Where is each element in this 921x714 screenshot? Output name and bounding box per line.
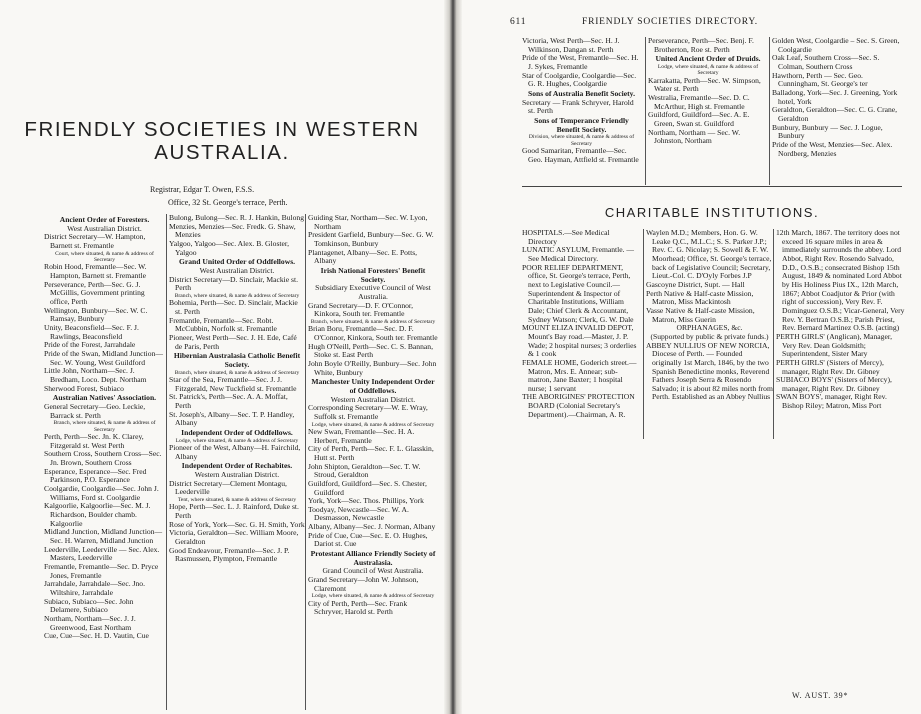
directory-entry: Victoria, Geraldton—Sec. William Moore, Geraldton [169, 528, 299, 546]
directory-entry: POOR RELIEF DEPARTMENT, office, St. George's terrace, Perth, next to Legislative Council.—Superintendent & Inspector of Charitable Institutions, William Dale; Chief Clerk & Accountant, Sydney Watson; Clerk, G. W. Dale [522, 262, 634, 324]
title-line-2: AUSTRALIA. [154, 141, 290, 164]
book-gutter [444, 0, 462, 714]
directory-entry: SUBIACO BOYS' (Sisters of Mercy), manager, Right Rev. Dr. Gibney [776, 375, 892, 393]
directory-entry: Guiding Star, Northam—Sec. W. Lyon, Northam [308, 214, 428, 231]
directory-entry: Kalgoorlie, Kalgoorlie—Sec. M. J. Richardson, Boulder chamb. Kalgoorlie [44, 501, 151, 528]
column-caption: Lodge, where situated, & name & address of Secretary [311, 593, 435, 600]
directory-entry: PERTH GIRLS' (Sisters of Mercy), manager, Right Rev. Dr. Gibney [776, 357, 884, 376]
directory-entry: Unity, Beaconsfield—Sec. F. J. Rawlings, Beaconsfield [44, 323, 139, 341]
directory-entry: Perseverance, Perth—Sec. Benj. F. Brotherton, Roe st. Perth [648, 37, 754, 54]
directory-entry: Northam, Northam—Sec. J. J. Greenwood, East Northam [44, 613, 136, 632]
directory-entry: Corresponding Secretary—W. E. Wray, Suffolk st. Fremantle [308, 403, 428, 421]
directory-entry: Robin Hood, Fremantle—Sec. W. Hampton, Barnett st. Fremantle [44, 262, 147, 281]
directory-entry: 12th March, 1867. The territory does not exceed 16 square miles in area & immediately surrounds the abbey. Lord Abbot, Right Rev. Rosendo Salvado, D.D., O.S.B.; consecrated Bishop 15th August, 1849 & nominated Lord Abbot by His Holiness Pius IX., 12th March, 1867; Abbot Coadjutor & Prior (with right of succession), Very Rev. F. Dominguez O.S.B.; Vicar-General, Very Rev. Y. Bertran O.S.B.; Parish Priest, Rev. Bernard Martinez O.S.B. (acting) [776, 229, 905, 333]
directory-entry: Star of Coolgardie, Coolgardie—Sec. G. R. Hughes, Coolgardie [522, 70, 637, 89]
directory-entry: Coolgardie, Coolgardie—Sec. John J. Williams, Ford st. Coolgardie [44, 484, 159, 502]
directory-entry: Menzies, Menzies—Sec. Fredk. G. Shaw, Menzies [169, 221, 296, 240]
directory-entry: Vasse Native & Half-caste Mission, Matron, Miss Guerin [646, 305, 755, 324]
section-heading: Australian Natives' Association. [52, 393, 157, 403]
directory-entry: Bulong, Bulong—Sec. R. J. Hankin, Bulong [169, 214, 305, 222]
section-heading: Sons of Temperance Friendly Benefit Society. [534, 115, 629, 134]
directory-entry: District Secretary—D. Sinclair, Mackie st. Perth [169, 274, 298, 293]
left-column-1 [44, 215, 165, 710]
directory-entry: Pride of the West, Fremantle—Sec. H. J. Sykes, Fremantle [522, 53, 639, 71]
directory-entry: Midland Junction, Midland Junction—Sec. H. Warren, Midland Junction [44, 527, 163, 545]
directory-entry: St. Patrick's, Perth—Sec. A. A. Moffat, Perth [169, 392, 288, 410]
directory-entry: Fremantle, Fremantle—Sec. Robt. McCubbin, Norfolk st. Fremantle [169, 315, 277, 334]
directory-entry: Star of the Sea, Fremantle—Sec. J. J. Fitzgerald, New Tuckfield st. Fremantle [169, 374, 297, 393]
column-caption: Branch, where situated, & name & address of Secretary [53, 420, 156, 433]
directory-entry: Subiaco, Subiaco—Sec. John Delamere, Subiaco [44, 596, 134, 615]
directory-entry: Southern Cross, Southern Cross—Sec. Jn. Brown, Southern Cross [44, 449, 162, 468]
directory-entry: Golden West, Coolgardie – Sec. S. Green, Coolgardie [772, 37, 900, 54]
directory-entry: PERTH GIRLS' (Anglican), Manager, Very Rev. Dean Goldsmith; Superintendent, Sister Mary [776, 331, 892, 359]
directory-entry: Cue, Cue—Sec. H. D. Vautin, Cue [44, 631, 149, 641]
column-caption: Branch, where situated, & name & address of Secretary [310, 318, 436, 325]
directory-entry: Geraldton, Geraldton—Sec. C. G. Crane, Geraldton [772, 105, 898, 123]
directory-entry: Pride of the Forest, Jarrahdale [44, 340, 136, 350]
directory-entry: Secretary — Frank Schryver, Harold st. Perth [522, 97, 634, 116]
title-line-1: FRIENDLY SOCIETIES IN WESTERN [24, 118, 420, 141]
directory-entry: Yalgoo, Yalgoo—Sec. Alex. B. Gloster, Yalgoo [169, 238, 290, 257]
section-divider [522, 186, 902, 187]
column-caption: Court, where situated, & name & address of Secretary [55, 250, 154, 264]
office-line: Office, 32 St. George's terrace, Perth. [168, 198, 288, 207]
section-heading: Irish National Foresters' Benefit Society. [320, 265, 426, 284]
directory-entry: Toodyay, Newcastle—Sec. W. A. Desmasson, Newcastle [308, 504, 409, 523]
column-caption: Tent, where situated, & name & address of Secretary [177, 496, 297, 503]
directory-entry: Albany, Albany—Sec. J. Norman, Albany [308, 522, 436, 532]
page-number: 611 [510, 17, 527, 27]
right-column-3 [769, 37, 905, 185]
directory-entry: Esperance, Esperance—Sec. Fred Parkinson, P.O. Esperance [44, 466, 147, 485]
charity-column-3 [773, 229, 905, 439]
column-caption: Lodge, where situated, & name & address of Secretary [175, 437, 299, 444]
directory-entry: Pride of the Swan, Midland Junction—Sec. W. Young, West Guildford [44, 349, 163, 367]
section-heading: Independent Order of Rechabites. [181, 461, 293, 471]
directory-entry: Pioneer of the West, Albany—H. Fairchild, Albany [169, 442, 301, 461]
directory-entry: Victoria, West Perth—Sec. H. J. Wilkinson, Dangan st. Perth [522, 37, 620, 54]
charity-column-1 [522, 229, 639, 439]
page-footer: W. AUST. 39* [792, 691, 849, 700]
directory-entry: LUNATIC ASYLUM, Fremantle. — See Medical Directory. [522, 245, 634, 263]
section-heading: United Ancient Order of Druids. [655, 54, 761, 64]
directory-entry: Jarrahdale, Jarrahdale—Sec. Jno. Wiltshire, Jarrahdale [44, 579, 145, 597]
directory-entry: Good Endeavour, Fremantle—Sec. J. P. Rasmussen, Plympton, Fremantle [169, 545, 290, 564]
directory-entry: Bohemia, Perth—Sec. D. Sinclair, Mackie st. Perth [169, 298, 298, 316]
directory-entry: Western Australian District. [194, 469, 280, 479]
directory-entry: Balladong, York—Sec. J. Greening, York hotel, York [772, 87, 898, 106]
directory-entry: Westralia, Fremantle—Sec. D. C. McArthur, High st. Fremantle [648, 93, 750, 111]
directory-entry: ABBEY NULLIUS OF NEW NORCIA, Diocese of Perth. — Founded originally 1st March, 1846, by the two Spanish Benedictine monks, Reverend Fathers Joseph Serra & Rosendo Salvado; it is about 82 miles north from Perth. Established as an Abbey Nullius [646, 340, 773, 402]
directory-entry: Good Samaritan, Fremantle—Sec. Geo. Hayman, Attfield st. Fremantle [522, 146, 639, 164]
section-heading: Grand United Order of Oddfellows. [178, 257, 296, 267]
directory-entry: FEMALE HOME, Goderich street.—Matron, Mrs. E. Annear; sub-matron, Jane Baxter; 1 hospital nurse; 1 servant [522, 357, 637, 393]
directory-entry: Grand Council of West Australia. [322, 566, 424, 576]
directory-entry: Grand Secretary—John W. Johnson, Claremont [308, 575, 419, 593]
directory-entry: Brian Boru, Fremantle—Sec. D. F. O'Connor, Kinkora, South ter. Fremantle [308, 324, 438, 342]
left-column-3 [305, 214, 438, 710]
directory-entry: Perseverance, Perth—Sec. G. J. McGillis, Government printing office, Perth [44, 279, 145, 307]
directory-entry: President Garfield, Bunbury—Sec. G. W. Tomkinson, Bunbury [308, 230, 434, 248]
column-caption: Division, where situated, & name & address of Secretary [528, 134, 635, 147]
directory-entry: John Boyle O'Reilly, Bunbury—Sec. John White, Bunbury [308, 358, 437, 377]
directory-entry: HOSPITALS.—See Medical Directory [522, 229, 610, 246]
directory-entry: Hope, Perth—Sec. L. J. Rainford, Duke st. Perth [169, 502, 299, 520]
page-title [0, 118, 444, 164]
directory-entry: City of Perth, Perth—Sec. Frank Schryver, Harold st. Perth [308, 598, 408, 617]
directory-entry: Pioneer, West Perth—Sec. J. H. Ede, Café de Paris, Perth [169, 332, 297, 351]
directory-entry: ORPHANAGES, &c. [676, 323, 743, 333]
directory-entry: Northam, Northam — Sec. W. Johnston, Northam [648, 127, 741, 146]
directory-entry: Oak Leaf, Southern Cross—Sec. S. Colman, Southern Cross [772, 53, 880, 71]
registrar-line: Registrar, Edgar T. Owen, F.S.S. [150, 185, 255, 194]
charity-section-title: CHARITABLE INSTITUTIONS. [604, 205, 820, 220]
directory-entry: York, York—Sec. Thos. Phillips, York [308, 496, 424, 506]
right-column-2 [645, 37, 768, 185]
directory-entry: Fremantle, Fremantle—Sec. D. Pryce Jones, Fremantle [44, 561, 159, 580]
column-caption: Lodge, where situated, & name & address of Secretary [657, 63, 759, 77]
column-caption: Branch, where situated, & name & address of Secretary [174, 292, 300, 299]
header-title: FRIENDLY SOCIETIES DIRECTORY. [582, 17, 758, 27]
directory-entry: West Australian District. [199, 265, 275, 275]
directory-entry: St. Joseph's, Albany—Sec. T. P. Handley, Albany [169, 409, 295, 428]
left-column-2 [166, 214, 305, 710]
directory-entry: District Secretary—W. Hampton, Barnett st. Fremantle [44, 232, 146, 250]
directory-entry: Western Australian District. [330, 394, 416, 404]
directory-entry: Plantagenet, Albany—Sec. E. Potts, Albany [308, 247, 418, 266]
directory-entry: Subsidiary Executive Council of West Australia. [315, 283, 431, 301]
directory-entry: Guildford, Guildford—Sec. A. E. Green, Swan st. Guildford [648, 110, 750, 129]
section-heading: Manchester Unity Independent Order of Oddfellows. [311, 377, 435, 395]
directory-entry: Hawthorn, Perth — Sec. Geo. Cunningham, St. George's ter [772, 70, 868, 89]
directory-entry: Gascoyne District, Supt. — Hall [646, 279, 745, 289]
directory-entry: City of Perth, Perth—Sec. F. L. Glasskin, Hutt st. Perth [308, 444, 434, 462]
section-heading: Hibernian Australasia Catholic Benefit Society. [173, 351, 301, 369]
directory-entry: Pride of Cue, Cue—Sec. E. O. Hughes, Dariot st. Cue [308, 530, 428, 549]
column-caption: Lodge, where situated, & name & address of Secretary [311, 421, 435, 428]
section-heading: Protestant Alliance Friendly Society of Australasia. [310, 549, 436, 567]
directory-entry: Wellington, Bunbury—Sec. W. C. Ramsay, Bunbury [44, 305, 148, 324]
directory-entry: Grand Secretary—D. F. O'Connor, Kinkora, South ter. Fremantle [308, 300, 414, 319]
section-heading: Independent Order of Oddfellows. [181, 427, 293, 437]
directory-entry: John Shipton, Geraldton—Sec. T. W. Stroud, Geraldton [308, 461, 421, 480]
directory-entry: SWAN BOYS', manager, Right Rev. Bishop Riley; Matron, Miss Port [776, 392, 887, 411]
column-caption: Branch, where situated, & name & address of Secretary [174, 369, 300, 376]
left-page [0, 0, 444, 714]
directory-entry: Bunbury, Bunbury — Sec. J. Logue, Bunbury [772, 122, 883, 141]
section-heading: Ancient Order of Foresters. [59, 215, 150, 224]
directory-entry: Pride of the West, Menzies—Sec. Alex. Nordberg, Menzies [772, 139, 893, 158]
directory-entry: THE ABORIGINES' PROTECTION BOARD (Colonial Secretary's Department).—Chairman, A. R. [522, 392, 635, 419]
directory-entry: General Secretary—Geo. Leckie, Barrack st. Perth [44, 401, 146, 420]
charity-column-2 [643, 229, 773, 439]
directory-entry: Sherwood Forest, Subiaco [44, 383, 124, 393]
directory-entry: Waylen M.D.; Members, Hon. G. W. Leake Q.C., M.L.C.; S. S. Parker J.P.; Rev. C. G. Nicolay; S. Sowell & F. W. Moorhead; Office, St. George's terrace, back of Legislative Council; Secretary, Lieut.-Col. C. D'Oyly Forbes J.P [646, 229, 772, 281]
directory-entry: District Secretary—Clement Montagu, Leederville [169, 478, 287, 497]
directory-entry: West Australian District. [67, 223, 142, 233]
directory-entry: New Swan, Fremantle—Sec. H. A. Herbert, Fremantle [308, 426, 415, 445]
directory-entry: Guildford, Guildford—Sec. S. Chester, Guildford [308, 478, 427, 497]
directory-entry: Little John, Northam—Sec. J. Bredham, Loco. Dept. Northam [44, 366, 147, 384]
directory-entry: Perth, Perth—Sec. Jn. K. Clarey, Fitzgerald st. West Perth [44, 432, 144, 450]
directory-entry: Leederville, Leederville — Sec. Alex. Masters, Leederville [44, 544, 160, 563]
right-column-1 [522, 37, 641, 185]
directory-entry: Rose of York, York—Sec. G. H. Smith, York [169, 519, 305, 529]
directory-entry: (Supported by public & private funds.) [650, 331, 769, 341]
directory-entry: Hugh O'Neill, Perth—Sec. C. S. Bannan, Stoke st. East Perth [308, 341, 433, 360]
directory-entry: Karrakatta, Perth—Sec. W. Simpson, Water st. Perth [648, 75, 761, 94]
right-page [462, 0, 921, 714]
section-heading: Sons of Australia Benefit Society. [528, 88, 635, 98]
directory-entry: MOUNT ELIZA INVALID DEPOT, Mount's Bay road.—Master, J. P. Wade; 2 hospital nurses; 3 orderlies & 1 cook [522, 323, 637, 359]
directory-entry: Perth Native & Half-caste Mission, Matron, Miss Mackintosh [646, 288, 754, 307]
